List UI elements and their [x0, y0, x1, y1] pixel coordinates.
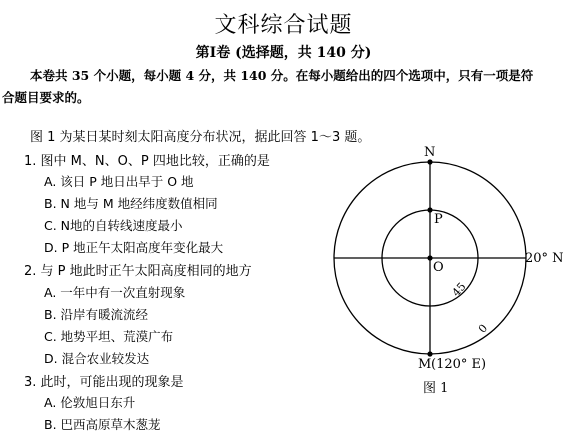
question-3-option-b: B. 巴西高原草木葱茏	[44, 417, 161, 432]
question-1-stem: 1. 图中 M、N、O、P 四地比较，正确的是	[24, 154, 270, 169]
instructions-line-2: 合题目要求的。	[2, 90, 90, 105]
question-3-option-a: A. 伦敦旭日东升	[44, 395, 136, 410]
question-1-option-d: D. P 地正午太阳高度年变化最大	[44, 240, 224, 255]
question-lead: 图 1 为某日某时刻太阳高度分布状况，据此回答 1～3 题。	[30, 130, 371, 145]
label-120e: (120° E)	[431, 357, 487, 372]
label-o: O	[433, 260, 444, 275]
question-1-option-c: C. N地的自转线速度最小	[44, 218, 183, 233]
label-m: M	[418, 357, 432, 372]
label-n: N	[424, 145, 436, 160]
question-2-option-c: C. 地势平坦、荒漠广布	[44, 329, 174, 344]
label-20n: 20° N	[525, 251, 564, 266]
page-title: 文科综合试题	[214, 13, 353, 38]
question-1-option-a: A. 该日 P 地日出早于 O 地	[44, 174, 194, 189]
question-1-option-b: B. N 地与 M 地经纬度数值相同	[44, 196, 218, 211]
question-2-stem: 2. 与 P 地此时正午太阳高度相同的地方	[24, 264, 252, 279]
question-2-option-d: D. 混合农业较发达	[44, 351, 150, 366]
figure-caption: 图 1	[423, 381, 449, 396]
question-3-stem: 3. 此时，可能出现的现象是	[24, 375, 184, 390]
inner-circle-value-label: 45	[449, 280, 469, 300]
instructions-line-1: 本卷共 35 个小题，每小题 4 分，共 140 分。在每小题给出的四个选项中，只有一项是符	[30, 68, 534, 83]
question-2-option-b: B. 沿岸有暖流流经	[44, 307, 149, 322]
section-heading: 第Ⅰ卷 (选择题，共 140 分)	[195, 45, 372, 61]
point-n-dot	[427, 159, 432, 164]
point-m-dot	[427, 351, 432, 356]
outer-circle-value-label: 0	[475, 321, 491, 336]
label-p: P	[434, 212, 443, 227]
point-p-dot	[427, 207, 432, 212]
question-2-option-a: A. 一年中有一次直射现象	[44, 285, 186, 300]
point-o-dot	[427, 255, 432, 260]
